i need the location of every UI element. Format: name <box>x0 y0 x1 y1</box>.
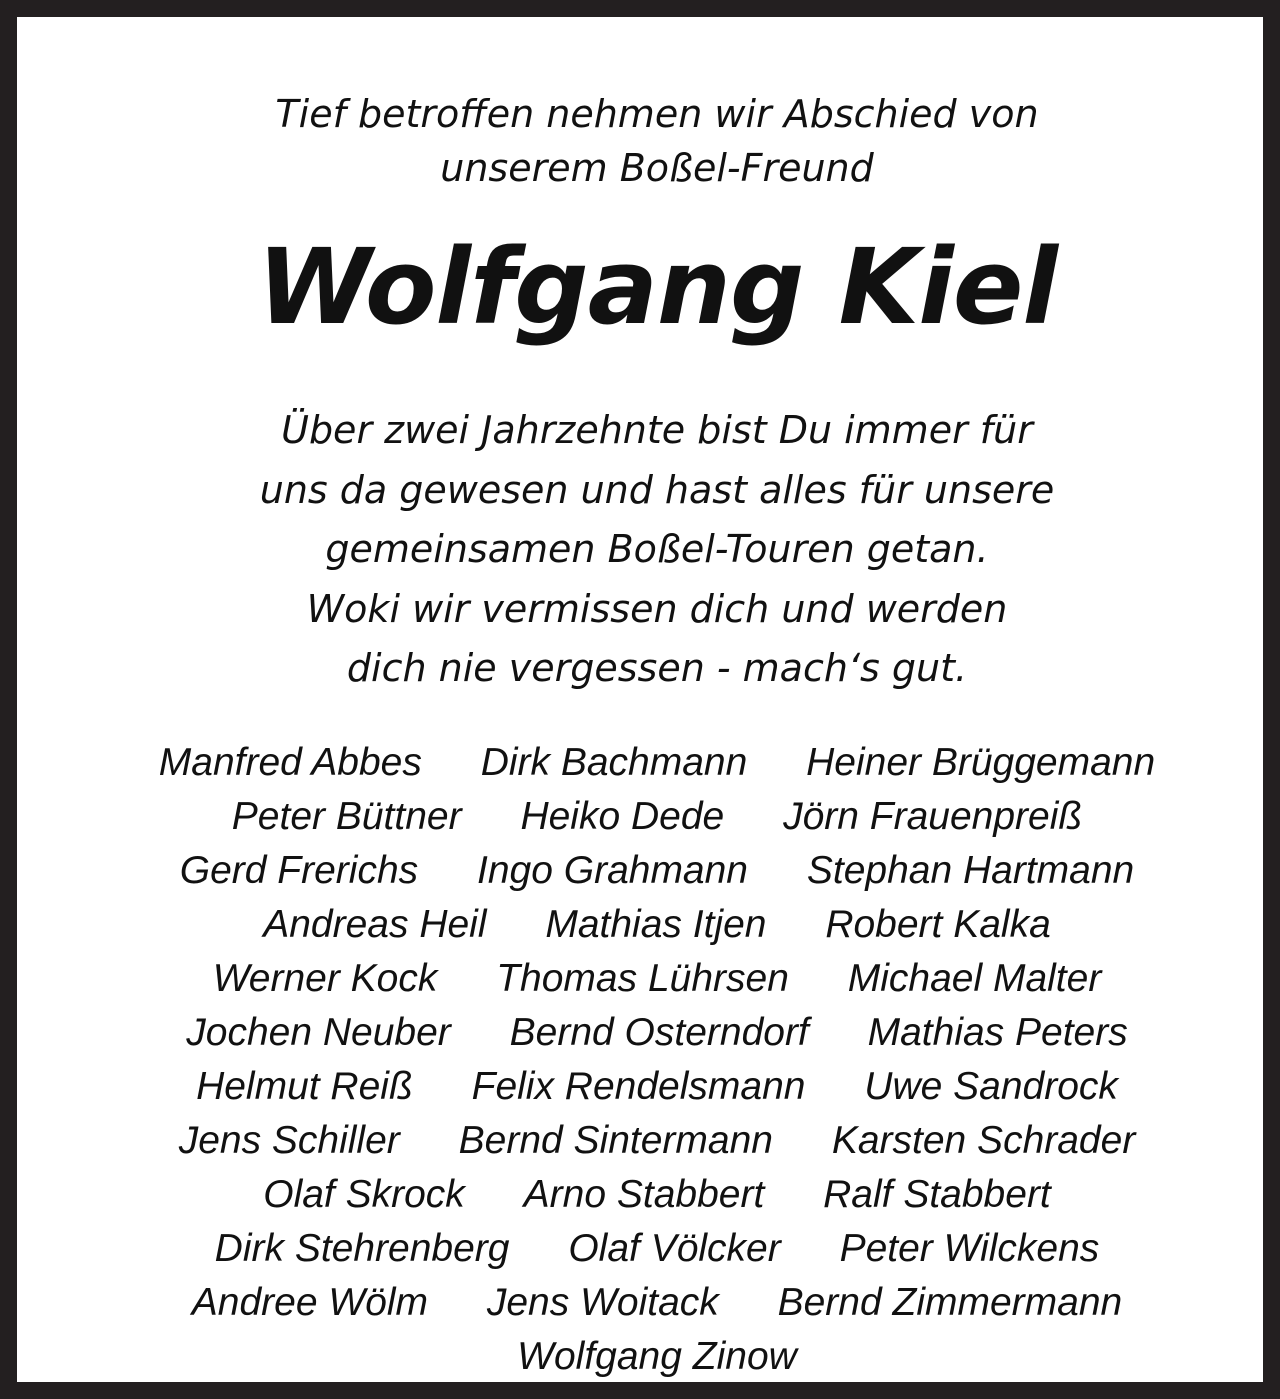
tribute-line: Woki wir vermissen dich und werden <box>306 586 1008 631</box>
tribute-line: Über zwei Jahrzehnte bist Du immer für <box>281 408 1033 452</box>
signer-name: Ralf Stabbert <box>823 1173 1051 1216</box>
signer-name: Gerd Frerichs <box>179 849 419 892</box>
tribute-line: uns da gewesen und hast alles für unsere <box>259 467 1055 512</box>
signer-name: Michael Malter <box>847 957 1102 1000</box>
signer-name: Wolfgang Zinow <box>517 1335 797 1378</box>
signer-name: Jochen Neuber <box>186 1011 451 1054</box>
intro-line: unserem Boßel-Freund <box>440 146 874 190</box>
tribute-text <box>17 401 1280 699</box>
intro-text <box>17 87 1280 195</box>
signer-name: Arno Stabbert <box>523 1173 765 1216</box>
signer-name: Felix Rendelsmann <box>471 1065 806 1108</box>
signer-name: Peter Wilckens <box>839 1227 1100 1270</box>
signer-name: Heiko Dede <box>520 795 725 838</box>
signer-name: Bernd Zimmermann <box>777 1281 1123 1324</box>
tribute-line: gemeinsamen Boßel-Touren getan. <box>325 527 989 571</box>
signer-name: Olaf Völcker <box>568 1227 781 1270</box>
signer-name: Mathias Itjen <box>545 903 767 946</box>
signer-name: Andreas Heil <box>263 903 487 946</box>
signer-name: Karsten Schrader <box>831 1119 1136 1162</box>
signer-name: Werner Kock <box>212 957 438 1000</box>
signer-row <box>17 844 1280 898</box>
signer-name: Stephan Hartmann <box>806 849 1135 892</box>
signer-name: Uwe Sandrock <box>864 1065 1118 1108</box>
signer-row <box>17 1114 1280 1168</box>
signer-name: Mathias Peters <box>867 1011 1128 1054</box>
signer-row <box>17 1276 1280 1330</box>
signer-name: Andree Wölm <box>191 1281 429 1324</box>
signer-name: Manfred Abbes <box>158 741 422 784</box>
intro-line: Tief betroffen nehmen wir Abschied von <box>275 92 1039 136</box>
signer-name: Bernd Sintermann <box>458 1119 773 1162</box>
signer-name: Bernd Osterndorf <box>509 1011 809 1054</box>
signer-row <box>17 952 1280 1006</box>
signer-row <box>17 1060 1280 1114</box>
signer-name: Peter Büttner <box>231 795 462 838</box>
signer-row <box>17 898 1280 952</box>
signer-name: Olaf Skrock <box>263 1173 465 1216</box>
signer-name: Dirk Stehrenberg <box>214 1227 510 1270</box>
signer-row <box>17 1006 1280 1060</box>
signers-list <box>17 736 1280 1384</box>
signer-name: Thomas Lührsen <box>496 957 789 1000</box>
signer-row <box>17 1330 1280 1384</box>
signer-name: Jörn Frauenpreiß <box>783 795 1083 838</box>
signer-name: Jens Schiller <box>178 1119 400 1162</box>
signer-name: Helmut Reiß <box>196 1065 413 1108</box>
signer-row <box>17 736 1280 790</box>
deceased-name: Wolfgang Kiel <box>256 226 1058 348</box>
signer-name: Dirk Bachmann <box>480 741 748 784</box>
signer-name: Robert Kalka <box>825 903 1051 946</box>
signer-name: Jens Woitack <box>486 1281 719 1324</box>
signer-row <box>17 790 1280 844</box>
signer-name: Ingo Grahmann <box>477 849 749 892</box>
signer-row <box>17 1222 1280 1276</box>
signer-row <box>17 1168 1280 1222</box>
tribute-line: dich nie vergessen - mach‘s gut. <box>346 646 968 690</box>
signer-name: Heiner Brüggemann <box>806 741 1156 784</box>
